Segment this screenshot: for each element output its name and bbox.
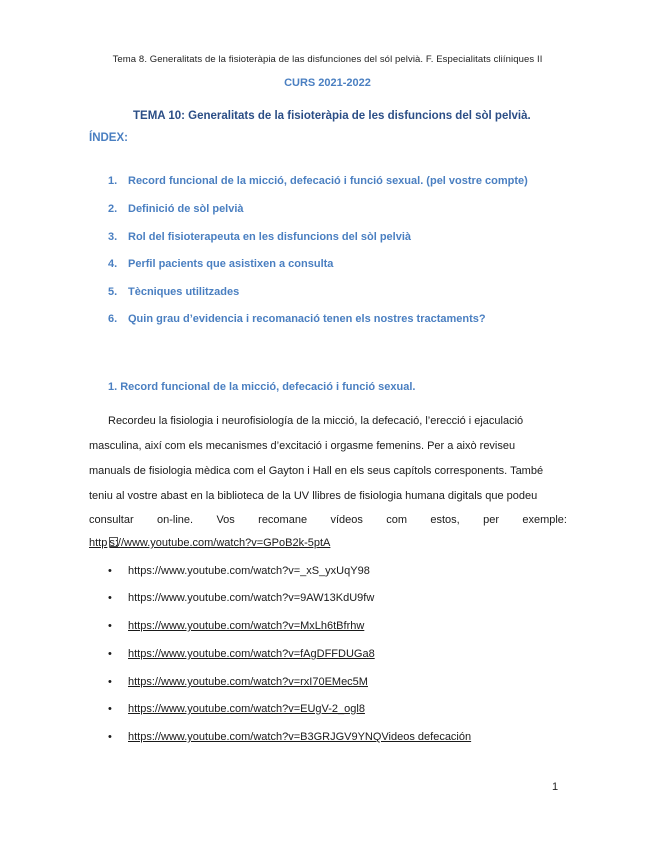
toc-number: 5.: [108, 286, 118, 298]
word: on-line.: [157, 514, 194, 526]
toc-item: [108, 203, 244, 215]
bullet-icon: •: [108, 731, 112, 743]
word: estos,: [430, 514, 460, 526]
toc-number: 4.: [108, 258, 118, 270]
inline-link[interactable]: [89, 537, 567, 549]
toc-text: Record funcional de la micció, defecació i funció sexual. (pel vostre compte): [128, 175, 528, 187]
bullet-item: [108, 676, 368, 688]
toc-number: 6.: [108, 313, 118, 325]
toc-text: Tècniques utilitzades: [128, 286, 240, 298]
word: consultar: [89, 514, 134, 526]
toc-item: [108, 286, 239, 298]
bullet-item: [108, 565, 370, 577]
video-link[interactable]: https://www.youtube.com/watch?v=EUgV-2_ogl8: [128, 703, 365, 715]
bullet-icon: •: [108, 620, 112, 632]
section-heading: 1. Record funcional de la micció, defecació i funció sexual.: [108, 381, 416, 393]
page-number: 1: [552, 781, 559, 793]
video-link[interactable]: https://www.youtube.com/watch?v=rxI70EMec5M: [128, 676, 368, 688]
toc-item: [108, 313, 486, 325]
running-header: Tema 8. Generalitats de la fisioteràpia de las disfunciones del sól pelvià. F. Especialitats cliíniques II: [112, 54, 543, 65]
bullet-item: [108, 592, 375, 604]
video-link[interactable]: https://www.youtube.com/watch?v=fAgDFFDUGa8: [128, 648, 375, 660]
toc-item: [108, 175, 528, 187]
topic-title: TEMA 10: Generalitats de la fisioteràpia de les disfuncions del sòl pelvià.: [133, 110, 531, 122]
link-prefix: http: [89, 537, 108, 549]
word: recomane: [258, 514, 308, 526]
bullet-icon: •: [108, 703, 112, 715]
paragraph-line: teniu al vostre abast en la biblioteca de la UV llibres de fisiologia humana digitals que podeu: [89, 490, 538, 502]
index-heading: ÍNDEX:: [89, 132, 128, 144]
toc-number: 2.: [108, 203, 118, 215]
bullet-icon: •: [108, 648, 112, 660]
bullet-item: [108, 731, 472, 743]
bullet-item: [108, 620, 365, 632]
paragraph-line: [89, 514, 567, 526]
word: exemple:: [522, 514, 567, 526]
video-link[interactable]: https://www.youtube.com/watch?v=B3GRJGV9YNQVideos defecación: [128, 731, 472, 743]
bullet-icon: •: [108, 565, 112, 577]
word: com: [386, 514, 407, 526]
bullet-item: [108, 648, 375, 660]
paragraph-line: masculina, així com els mecanismes d’excitació i orgasme femenins. Per a això reviseu: [89, 440, 516, 452]
bullet-icon: •: [108, 592, 112, 604]
word: per: [483, 514, 499, 526]
link-rest: s://www.youtube.com/watch?v=GPoB2k-5ptA: [109, 537, 331, 549]
video-link[interactable]: https://www.youtube.com/watch?v=_xS_yxUqY98: [128, 565, 370, 577]
toc-item: [108, 231, 411, 243]
word: vídeos: [330, 514, 363, 526]
toc-text: Quin grau d’evidencia i recomanació tenen els nostres tractaments?: [128, 313, 486, 325]
toc-item: [108, 258, 333, 270]
bullet-item: [108, 703, 365, 715]
toc-number: 1.: [108, 175, 118, 187]
paragraph-line: manuals de fisiologia mèdica com el Gayton i Hall en els seus capítols corresponents. També: [89, 465, 544, 477]
bullet-icon: •: [108, 676, 112, 688]
toc-text: Perfil pacients que asistixen a consulta: [128, 258, 334, 270]
course-year: CURS 2021-2022: [284, 77, 371, 89]
paragraph-line: Recordeu la fisiologia i neurofisiología de la micció, la defecació, l’erecció i ejaculació: [108, 415, 524, 427]
video-link[interactable]: https://www.youtube.com/watch?v=9AW13KdU9fw: [128, 592, 375, 604]
toc-text: Definició de sòl pelvià: [128, 203, 244, 215]
word: Vos: [216, 514, 235, 526]
video-link[interactable]: https://www.youtube.com/watch?v=MxLh6tBfrhw: [128, 620, 365, 632]
toc-number: 3.: [108, 231, 118, 243]
toc-text: Rol del fisioterapeuta en les disfuncions del sòl pelvià: [128, 231, 412, 243]
